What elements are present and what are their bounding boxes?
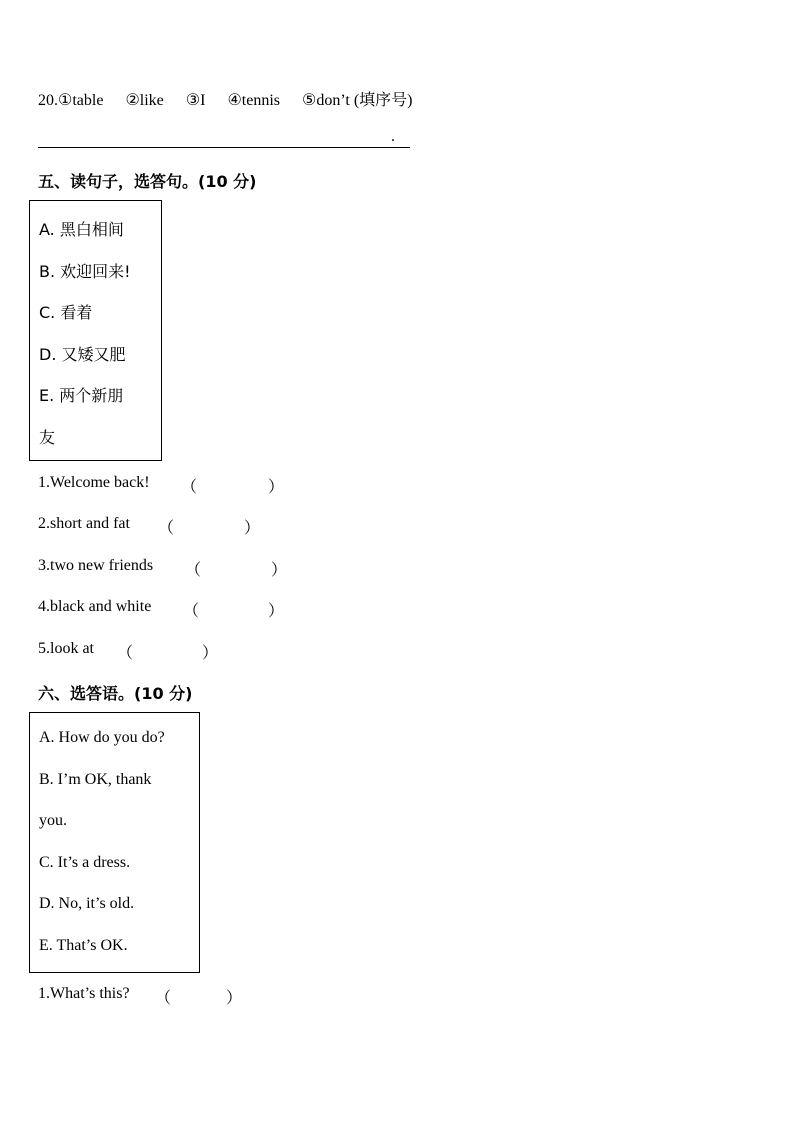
option-d: D. No, it’s old.	[39, 895, 135, 912]
answer-open-paren[interactable]: （	[181, 479, 198, 496]
option-e: E. 两个新朋	[39, 386, 124, 405]
answer-close-paren[interactable]: ）	[268, 603, 285, 620]
answer-open-paren[interactable]: （	[155, 990, 172, 1007]
answer-open-paren[interactable]: （	[183, 603, 200, 620]
answer-close-paren[interactable]: ）	[226, 990, 243, 1007]
question-20	[38, 87, 435, 110]
answer-open-paren[interactable]: （	[117, 645, 134, 662]
option-e: E. That’s OK.	[39, 937, 128, 954]
section-5-heading: 五、读句子，选答句。(10 分)	[38, 172, 257, 191]
question-6-1: 1.What’s this?	[38, 985, 130, 1002]
option-a: A. 黑白相间	[39, 220, 124, 239]
option-e-continued: 友	[39, 428, 56, 447]
answer-close-paren[interactable]: ）	[268, 479, 285, 496]
option-b-continued: you.	[39, 812, 67, 829]
option-b: B. I’m OK, thank	[39, 771, 152, 788]
section-6-options-box	[29, 712, 200, 973]
question-5-2: 2.short and fat	[38, 515, 130, 532]
answer-line[interactable]	[38, 147, 410, 148]
option-b: B. 欢迎回来!	[39, 262, 131, 281]
word-option-2: ②like	[125, 92, 164, 109]
question-5-4: 4.black and white	[38, 598, 152, 615]
option-d: D. 又矮又肥	[39, 345, 126, 364]
answer-close-paren[interactable]: ）	[244, 520, 261, 537]
word-option-3: ③I	[185, 92, 206, 109]
question-number: 20.	[38, 92, 58, 109]
question-5-1: 1.Welcome back!	[38, 474, 150, 491]
word-option-1: ①table	[58, 92, 104, 109]
option-c: C. 看着	[39, 303, 93, 322]
option-c: C. It’s a dress.	[39, 854, 131, 871]
word-option-5: ⑤don’t (填序号)	[302, 92, 413, 109]
answer-period: .	[391, 128, 395, 145]
section-5-options-box	[29, 200, 162, 461]
answer-close-paren[interactable]: ）	[271, 562, 288, 579]
option-a: A. How do you do?	[39, 729, 165, 746]
question-5-3: 3.two new friends	[38, 557, 154, 574]
word-option-4: ④tennis	[227, 92, 281, 109]
answer-open-paren[interactable]: （	[158, 520, 175, 537]
answer-close-paren[interactable]: ）	[202, 645, 219, 662]
question-5-5: 5.look at	[38, 640, 94, 657]
answer-open-paren[interactable]: （	[185, 562, 202, 579]
section-6-heading: 六、选答语。(10 分)	[38, 684, 193, 703]
